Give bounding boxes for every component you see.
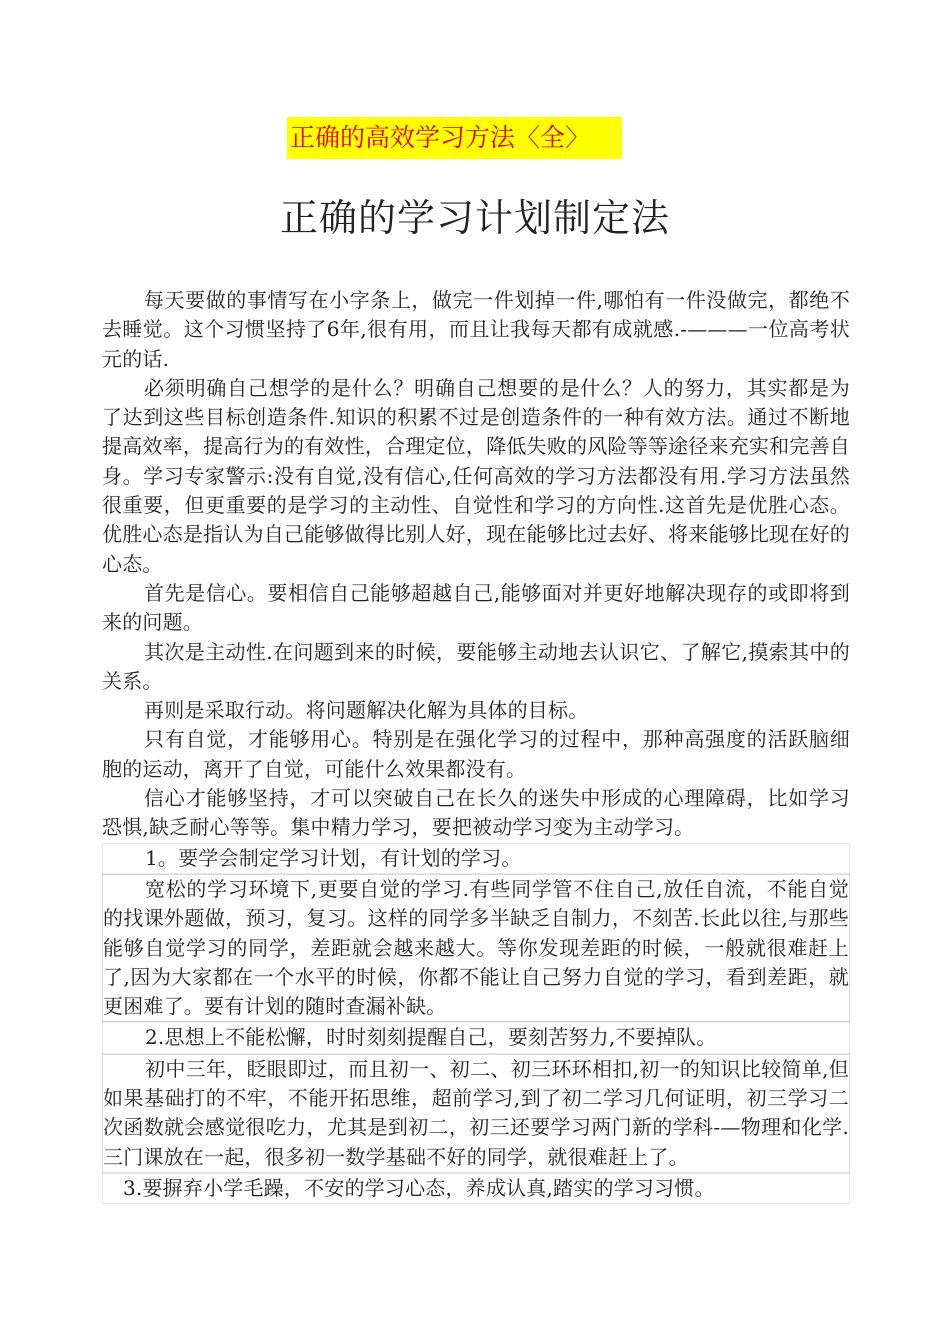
paragraph: 其次是主动性.在问题到来的时候，要能够主动地去认识它、了解它,摸索其中的关系。 bbox=[102, 639, 850, 693]
document-banner: 正确的高效学习方法〈全〉 bbox=[287, 117, 622, 159]
paragraph: 信心才能够坚持，才可以突破自己在长久的迷失中形成的心理障碍，比如学习恐惧,缺乏耐心等等。集中精力学习，要把被动学习变为主动学习。 bbox=[102, 786, 850, 840]
section-heading-2: 2.思想上不能松懈，时时刻刻提醒自己，要刻苦努力,不要掉队。 bbox=[102, 1022, 850, 1053]
paragraph: 再则是采取行动。将问题解决化解为具体的目标。 bbox=[144, 698, 589, 723]
paragraph: 必须明确自己想学的是什么？明确自己想要的是什么？人的努力，其实都是为了达到这些目标创造条件.知识的积累不过是创造条件的一种有效方法。通过不断地提高效率，提高行为的有效性，合理定位，降低失败的风险等等途径来充实和完善自身。学习专家警示:没有自觉,没有信心,任何高效的学习方法都没有用.学习方法虽然很重要，但更重要的是学习的主动性、自觉性和学习的方向性.这首先是优胜心态。优胜心态是指认为自己能够做得比别人好，现在能够比过去好、将来能够比现在好的心态。 bbox=[102, 375, 850, 576]
document-body bbox=[102, 286, 850, 1204]
paragraph: 每天要做的事情写在小字条上，做完一件划掉一件,哪怕有一件没做完，都绝不去睡觉。这个习惯坚持了6年,很有用，而且让我每天都有成就感.-———一位高考状元的话. bbox=[102, 288, 850, 371]
paragraph: 只有自觉，才能够用心。特别是在强化学习的过程中，那种高强度的活跃脑细胞的运动，离开了自觉，可能什么效果都没有。 bbox=[102, 727, 850, 781]
section-heading-3: 3.要摒弃小学毛躁，不安的学习心态，养成认真,踏实的学习习惯。 bbox=[102, 1173, 850, 1204]
paragraph: 初中三年，眨眼即过，而且初一、初二、初三环环相扣,初一的知识比较简单,但如果基础打的不牢，不能开拓思维，超前学习,到了初二学习几何证明，初三学习二次函数就会感觉很吃力，尤其是到初二，初三还要学习两门新的学科-—物理和化学.三门课放在一起，很多初一数学基础不好的同学，就很难赶上了。 bbox=[102, 1054, 850, 1173]
document-title: 正确的学习计划制定法 bbox=[279, 196, 670, 240]
section-heading-1: 1。要学会制定学习计划，有计划的学习。 bbox=[102, 843, 850, 874]
paragraph: 宽松的学习环境下,更要自觉的学习.有些同学管不住自己,放任自流，不能自觉的找课外题做，预习，复习。这样的同学多半缺乏自制力，不刻苦.长此以往,与那些能够自觉学习的同学，差距就会越来越大。等你发现差距的时候，一般就很难赶上了,因为大家都在一个水平的时候，你都不能让自己努力自觉的学习，看到差距，就更困难了。要有计划的随时查漏补缺。 bbox=[102, 874, 850, 1022]
paragraph: 首先是信心。要相信自己能够超越自己,能够面对并更好地解决现存的或即将到来的问题。 bbox=[102, 580, 850, 635]
